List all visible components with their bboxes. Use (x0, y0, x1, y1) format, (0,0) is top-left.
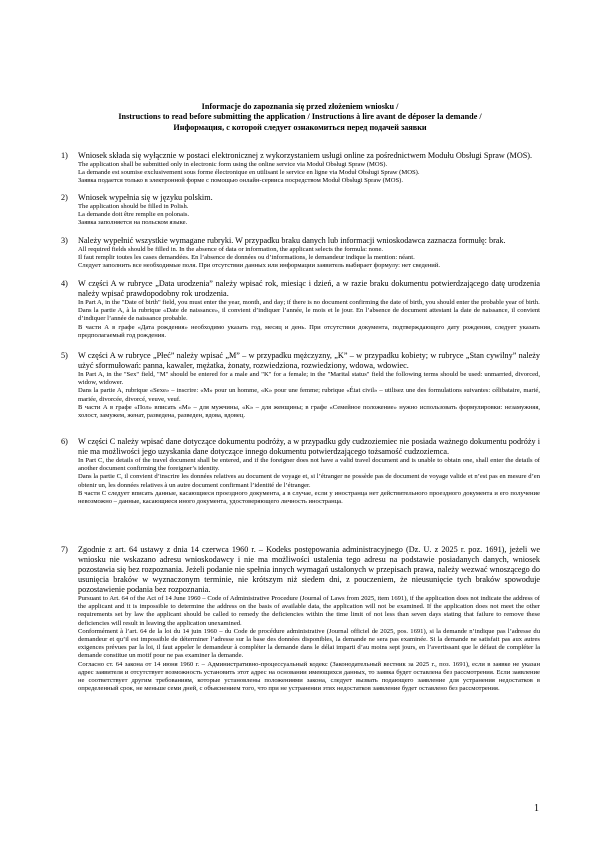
item-text-ru: Заявка подается только в электронной форме с помощью онлайн-сервиса посредством Moduł Obsługi Spraw (MOS). (78, 177, 404, 185)
item-text-pl: Wniosek składa się wyłącznie w postaci elektronicznej z wykorzystaniem usługi online za pośrednictwem Modułu Obsługi Spraw (MOS). (78, 151, 533, 160)
item-number: 2) (61, 193, 68, 202)
item-text-ru: Заявка заполняется на польском языке. (78, 219, 188, 227)
item-text-fr: Dans la partie C, il convient d’inscrire les données relatives au document de voyage et, si l’étranger ne possède pas de document de voyage valide et n’est pas en mesure d’en obtenir un, les données relatives à un autre document confirmant l’identité de l’étranger. (78, 473, 540, 489)
item-text-ru: В части А в графе «Дата рождения» необходимо указать год, месяц и день. При отсутствии документа, подтверждающего дату рождения, следует указать предполагаемый год рождения. (78, 323, 540, 339)
item-number: 1) (61, 151, 68, 160)
item-text-pl: W części A w rubryce „Płeć” należy wpisać „M” – w przypadku mężczyzny, „K” – w przypadku kobiety; w rubryce „Stan cywilny” należy użyć sformułowań: panna, kawaler, mężatka, żonaty, rozwiedziona, rozwiedziony, wdowa, wdowiec. (78, 351, 540, 370)
item-number: 5) (61, 351, 68, 360)
item-text-en: In Part C, the details of the travel document shall be entered, and if the foreigner does not have a valid travel document and is unable to obtain one, shall enter the details of another document confirming the foreigner’s identity. (78, 457, 540, 473)
instruction-item-7 (60, 545, 540, 693)
item-text-en: In Part A, in the "Sex" field, "M" should be entered for a male and "K" for a female; in the "Marital status" field the following terms should be used: unmarried, divorced, widow, widower. (78, 371, 540, 387)
item-text-fr: Dans la partie A, à la rubrique «Date de naissance», il convient d’indiquer l’année, le mois et le jour. En l’absence de document attestant la date de naissance, il convient d’indiquer l’année de naissance probable. (78, 307, 540, 323)
item-text-en: In Part A, in the "Date of birth" field, you must enter the year, month, and day; if there is no document confirming the date of birth, you should enter the probable year of birth. (78, 299, 540, 306)
item-number: 4) (61, 279, 68, 288)
instruction-item-5 (60, 351, 540, 420)
item-text-pl: Należy wypełnić wszystkie wymagane rubryki. W przypadku braku danych lub informacji wnioskodawca zaznacza formułę: brak. (78, 236, 506, 245)
instruction-item-3 (60, 236, 540, 271)
item-text-en: All required fields should be filled in. In the absence of data or information, the applicant selects the formula: none. (78, 246, 384, 253)
item-text-en: The application should be filled in Polish. (78, 203, 189, 210)
item-text-ru: Согласно ст. 64 закона от 14 июня 1960 г. – Административно-процессуальный кодекс (Законодательный вестник за 2025 г., поз. 1691), если в заявке не указан адрес заявителя и отсутствует возможность установить этот адрес на основании имеющихся данных, то заявка будет оставлена без рассмотрения. Если заявление не соответствует другим требованиям, которые установлены положениями закона, следует вызвать подающего заявление для устранения недостатков в определенный срок, не меньше семи дней, с объяснением того, что при не устранении этих недостатков заявление будет оставлено без рассмотрения. (78, 660, 540, 693)
instruction-item-2 (60, 193, 540, 228)
item-text-ru: В части А в графе «Пол» вписать «M» – для мужчины, «K» – для женщины; в графе «Семейное положение» нужно использовать формулировки: незамужняя, холост, замужем, женат, разведена, разведен, вдова, вдовец. (78, 403, 540, 420)
item-text-fr: La demande doit être remplie en polonais. (78, 211, 190, 219)
item-text-ru: Следует заполнить все необходимые поля. При отсутствии данных или информации заявитель выбирает формулу: нет сведений. (78, 262, 440, 270)
item-text-fr: Il faut remplir toutes les cases demandées. En l’absence de données ou d’informations, le demandeur indique la mention: néant. (78, 254, 415, 262)
instruction-item-4 (60, 279, 540, 340)
instruction-item-1 (60, 151, 540, 186)
item-text-pl: W części C należy wpisać dane dotyczące dokumentu podróży, a w przypadku gdy cudzoziemiec nie posiada ważnego dokumentu podróży i nie ma możliwości jego uzyskania dane dotyczące innego dokumentu potwierdzającego tożsamość cudzoziemca. (78, 437, 540, 456)
header-title-pl: Informacje do zapoznania się przed złożeniem wniosku / (201, 102, 399, 111)
page-number: 1 (534, 803, 539, 814)
document-header (60, 102, 540, 133)
item-text-pl: Wniosek wypełnia się w języku polskim. (78, 193, 213, 202)
item-number: 6) (61, 437, 68, 446)
item-number: 7) (61, 545, 68, 554)
item-text-fr: Conformément à l’art. 64 de la loi du 14 juin 1960 – du Code de procédure administrative (Journal officiel de 2025, pos. 1691), si la demande n’indique pas l’adresse du demandeur et qu’il est impossible de déterminer l’adresse sur la base des données disponibles, la demande ne sera pas examinée. Si la demande ne satisfait pas aux autres exigences prévues par la loi, il faut appeler le demandeur à compléter la demande dans le délai imparti d’au moins sept jours, en l’avertissant que le défaut de compléter la demande constitue un motif pour ne pas examiner la demande. (78, 627, 540, 660)
item-text-pl: W części A w rubryce „Data urodzenia” należy wpisać rok, miesiąc i dzień, a w razie braku dokumentu potwierdzającego datę urodzenia należy wpisać prawdopodobny rok urodzenia. (78, 279, 540, 298)
header-title-en-fr: Instructions to read before submitting the application / Instructions à lire avant de déposer la demande / (118, 112, 482, 122)
item-text-fr: Dans la partie A, rubrique «Sexe» – inscrire: «M» pour un homme, «K» pour une femme; rubrique «État civil» – utilisez une des formulations suivantes: célibataire, marié, mariée, divorcée, divorcé, veuve, veuf. (78, 387, 540, 403)
item-text-fr: La demande est soumise exclusivement sous forme électronique en utilisant le service en ligne via Moduł Obsługi Spraw (MOS). (78, 169, 420, 177)
header-title-ru: Информация, с которой следует ознакомиться перед подачей заявки (173, 122, 427, 132)
item-text-en: The application shall be submitted only in electronic form using the online service via Moduł Obsługi Spraw (MOS). (78, 161, 388, 168)
item-number: 3) (61, 236, 68, 245)
item-text-ru: В части С следует вписать данные, касающиеся проездного документа, а в случае, если у иностранца нет действительного проездного документа и его получение невозможно – данные, касающиеся иного документа, удостоверяющего личность иностранца. (78, 489, 540, 506)
instruction-item-6 (60, 437, 540, 506)
item-text-en: Pursuant to Art. 64 of the Act of 14 June 1960 – Code of Administrative Procedure (Journal of Laws from 2025, item 1691), if the application does not indicate the address of the applicant and it is impossible to determine the address on the basis of available data, the application will not be examined. If the application does not meet the other requirements set by law the applicant should be called to remedy the deficiencies within the time limit of not less than seven days stating that failure to remove these deficiencies will result in leaving the application unexamined. (78, 595, 540, 627)
item-text-pl: Zgodnie z art. 64 ustawy z dnia 14 czerwca 1960 r. – Kodeks postępowania administracyjnego (Dz. U. z 2025 r. poz. 1691), jeżeli we wniosku nie wskazano adresu wnioskodawcy i nie ma możliwości ustalenia tego adresu na podstawie posiadanych danych, wniosek pozostawia się bez rozpoznania. Jeżeli podanie nie spełnia innych wymagań ustalonych w przepisach prawa, należy wezwać wnoszącego do usunięcia braków w wyznaczonym terminie, nie krótszym niż siedem dni, z pouczeniem, że nieusunięcie tych braków spowoduje pozostawienie podania bez rozpoznania. (78, 545, 540, 594)
